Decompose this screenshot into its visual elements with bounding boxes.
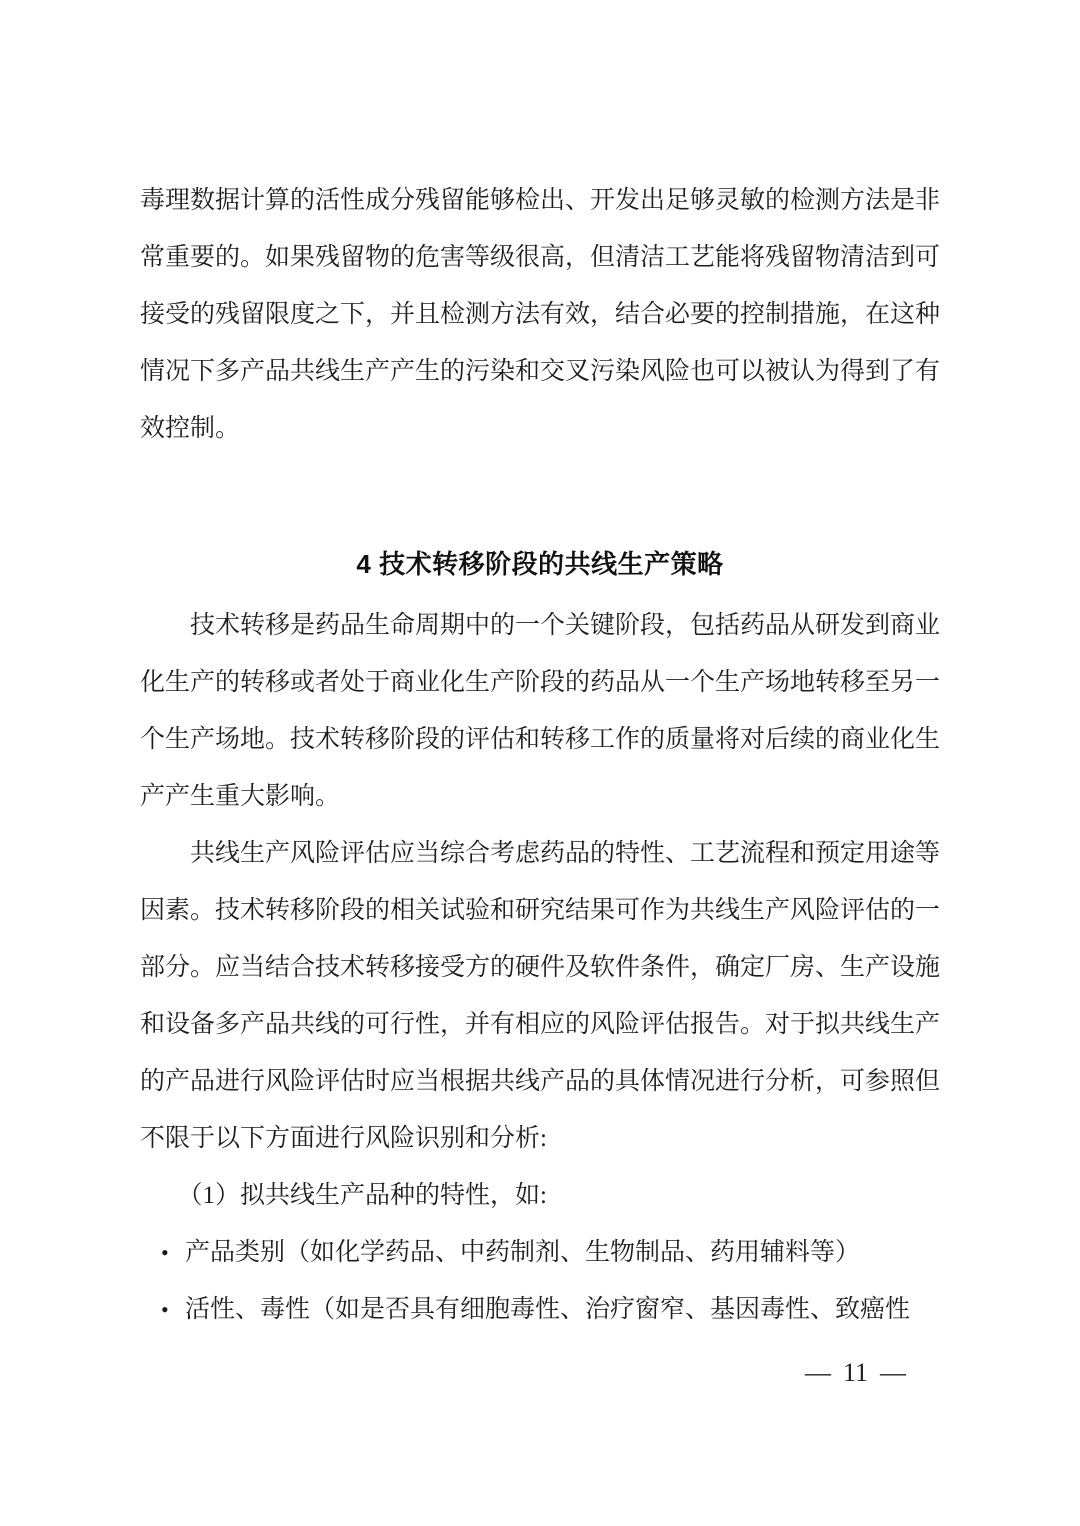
page-number-value: 11	[842, 1358, 868, 1387]
bullet-item-product-category	[140, 1224, 940, 1281]
bullet-icon: •	[161, 1297, 169, 1322]
bullet-text-activity-toxicity: 活性、毒性（如是否具有细胞毒性、治疗窗窄、基因毒性、致癌性	[185, 1296, 911, 1323]
page-number-left-dash: —	[804, 1358, 831, 1387]
numbered-item-1: （1）拟共线生产品种的特性，如:	[177, 1182, 547, 1209]
section-heading: 4 技术转移阶段的共线生产策略	[356, 549, 724, 579]
bullet-icon: •	[161, 1240, 169, 1265]
bullet-text-product-category: 产品类别（如化学药品、中药制剂、生物制品、药用辅料等）	[185, 1239, 861, 1266]
bullet-item-activity-toxicity	[140, 1281, 940, 1338]
body-paragraph-continued: 毒理数据计算的活性成分残留能够检出、开发出足够灵敏的检测方法是非常重要的。如果残留物的危害等级很高，但清洁工艺能将残留物清洁到可接受的残留限度之下，并且检测方法有效，结合必要的控制措施，在这种情况下多产品共线生产产生的污染和交叉污染风险也可以被认为得到了有效控制。	[140, 187, 941, 442]
body-paragraph-tech-transfer: 技术转移是药品生命周期中的一个关键阶段，包括药品从研发到商业化生产的转移或者处于商业化生产阶段的药品从一个生产场地转移至另一个生产场地。技术转移阶段的评估和转移工作的质量将对后续的商业化生产产生重大影响。	[140, 612, 941, 810]
page-number-right-dash: —	[880, 1358, 906, 1387]
document-content	[140, 172, 940, 1338]
page-number	[799, 1358, 912, 1388]
body-paragraph-risk-assessment: 共线生产风险评估应当综合考虑药品的特性、工艺流程和预定用途等因素。技术转移阶段的相关试验和研究结果可作为共线生产风险评估的一部分。应当结合技术转移接受方的硬件及软件条件，确定厂房、生产设施和设备多产品共线的可行性，并有相应的风险评估报告。对于拟共线生产的产品进行风险评估时应当根据共线产品的具体情况进行分析，可参照但不限于以下方面进行风险识别和分析:	[140, 840, 941, 1152]
